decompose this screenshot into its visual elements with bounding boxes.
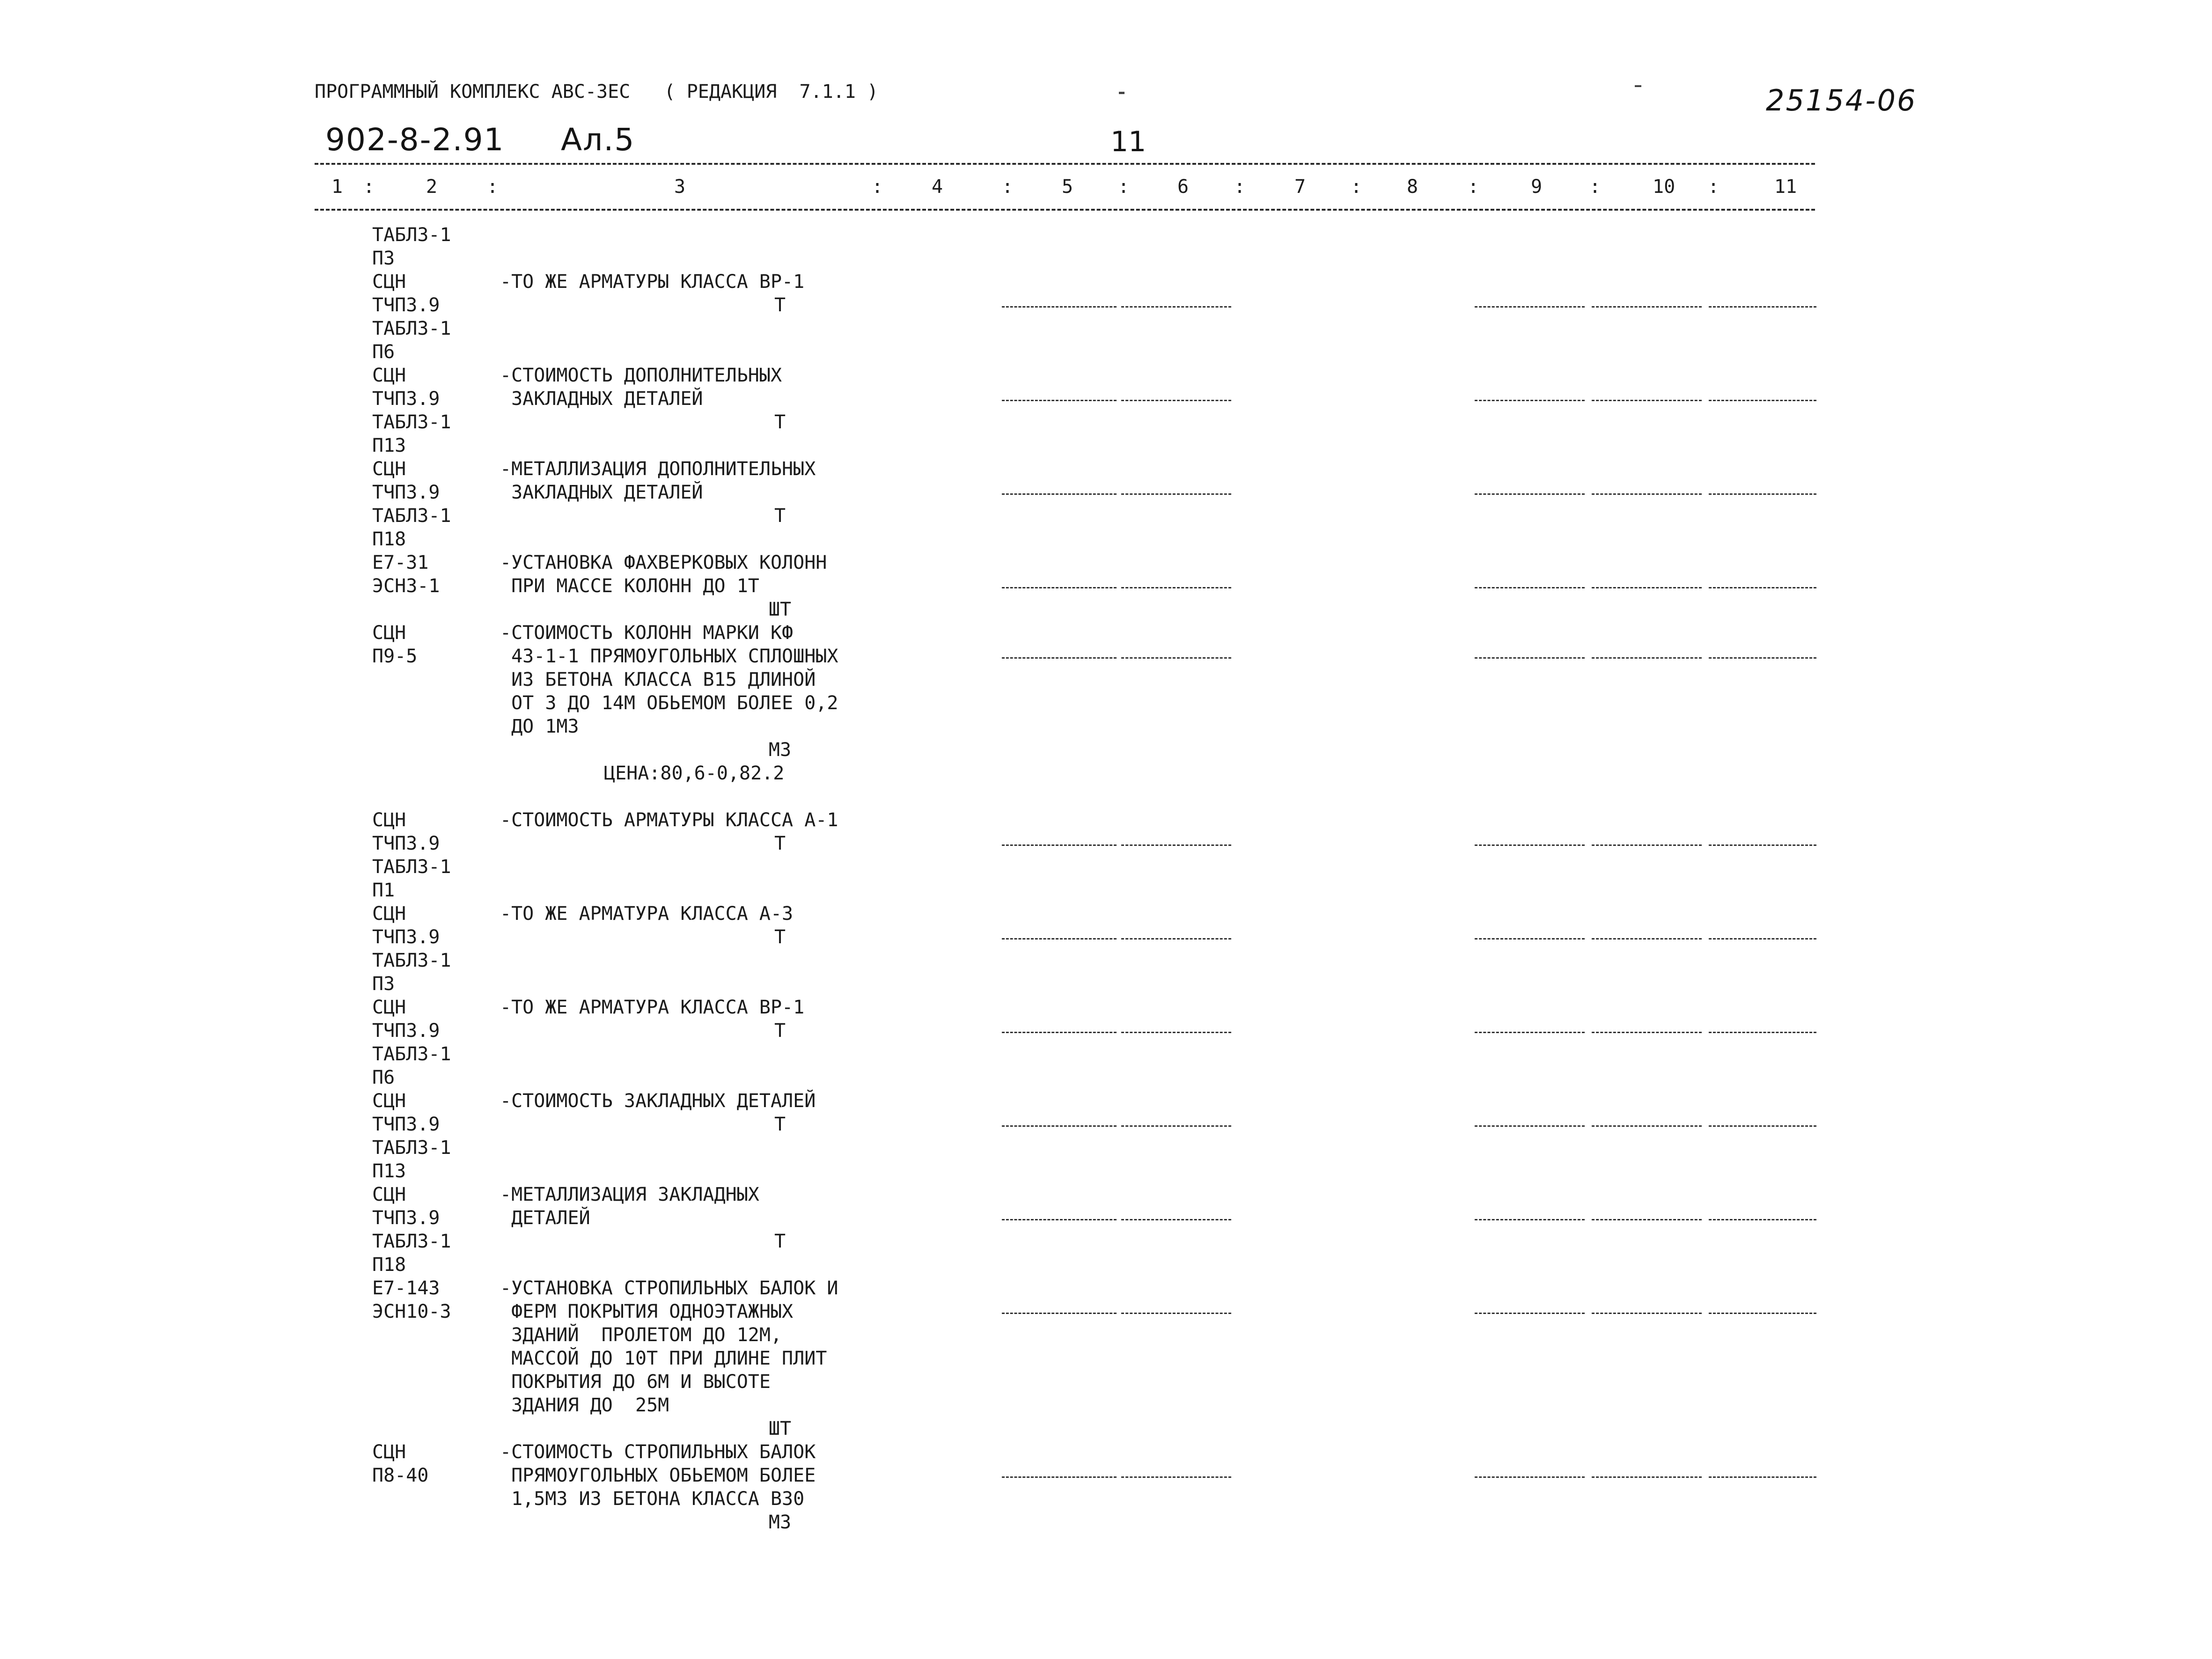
column-separator: : — [1589, 176, 1601, 198]
row-code: ТЧП3.9 — [372, 926, 440, 948]
value-separator — [1592, 1219, 1702, 1220]
row-unit: Т — [774, 411, 786, 433]
program-title: ПРОГРАММНЫЙ КОМПЛЕКС АВС-3ЕС ( РЕДАКЦИЯ 7.1.1 ) — [315, 81, 879, 103]
row-description: ЗДАНИЯ ДО 25М — [500, 1395, 669, 1416]
row-unit: Т — [774, 1114, 786, 1135]
row-description: ДО 1М3 — [500, 716, 579, 737]
value-separator — [1592, 1476, 1702, 1478]
row-code: ТАБЛ3-1 — [372, 318, 451, 339]
column-header-7: 7 — [1294, 176, 1306, 198]
row-code: ТЧП3.9 — [372, 1207, 440, 1229]
row-unit: Т — [774, 505, 786, 527]
row-code: П1 — [372, 880, 395, 901]
value-separator — [1121, 1219, 1231, 1220]
value-separator — [1709, 1313, 1816, 1314]
row-code: П18 — [372, 529, 406, 550]
value-separator — [1475, 657, 1585, 659]
value-separator — [1121, 1125, 1231, 1127]
row-code: СЦН — [372, 903, 406, 925]
row-code: ТЧП3.9 — [372, 482, 440, 503]
value-separator — [1592, 306, 1702, 308]
column-separator: : — [487, 176, 499, 198]
column-separator: : — [1468, 176, 1479, 198]
row-code: ТАБЛ3-1 — [372, 505, 451, 527]
value-separator — [1002, 1219, 1117, 1220]
scan-speck — [1635, 85, 1641, 87]
row-code: П3 — [372, 248, 395, 269]
row-code: СЦН — [372, 1184, 406, 1205]
album-number: Ал.5 — [561, 122, 635, 158]
value-separator — [1121, 844, 1231, 846]
row-description: -СТОИМОСТЬ АРМАТУРЫ КЛАССА А-1 — [500, 809, 838, 831]
value-separator — [1592, 844, 1702, 846]
value-separator — [1475, 844, 1585, 846]
row-description: -ТО ЖЕ АРМАТУРЫ КЛАССА ВР-1 — [500, 271, 805, 293]
value-separator — [1002, 587, 1117, 588]
column-header-9: 9 — [1531, 176, 1543, 198]
value-separator — [1002, 1476, 1117, 1478]
value-separator — [1709, 657, 1816, 659]
row-unit: Т — [774, 833, 786, 854]
value-separator — [1002, 493, 1117, 495]
row-code: ТАБЛ3-1 — [372, 950, 451, 971]
scan-speck — [1119, 92, 1124, 94]
value-separator — [1592, 657, 1702, 659]
page-number: 11 — [1110, 125, 1146, 158]
header-rule-bottom — [315, 209, 1815, 211]
column-header-8: 8 — [1407, 176, 1418, 198]
value-separator — [1002, 938, 1117, 940]
row-code: СЦН — [372, 997, 406, 1018]
value-separator — [1592, 587, 1702, 588]
row-code: ТЧП3.9 — [372, 294, 440, 316]
row-code: СЦН — [372, 458, 406, 480]
row-code: СЦН — [372, 365, 406, 386]
row-code: П6 — [372, 341, 395, 363]
column-separator: : — [1002, 176, 1014, 198]
archive-stamp: 25154-06 — [1766, 83, 1917, 117]
value-separator — [1592, 938, 1702, 940]
row-code: П8-40 — [372, 1465, 429, 1486]
value-separator — [1592, 1125, 1702, 1127]
row-code: П18 — [372, 1254, 406, 1276]
row-code: П13 — [372, 435, 406, 456]
row-description: ЗАКЛАДНЫХ ДЕТАЛЕЙ — [500, 482, 703, 503]
row-description: -ТО ЖЕ АРМАТУРА КЛАССА ВР-1 — [500, 997, 805, 1018]
row-code: ТАБЛ3-1 — [372, 224, 451, 246]
row-description: -МЕТАЛЛИЗАЦИЯ ЗАКЛАДНЫХ — [500, 1184, 759, 1205]
row-code: СЦН — [372, 271, 406, 293]
value-separator — [1709, 587, 1816, 588]
row-unit: Т — [774, 1231, 786, 1252]
value-separator — [1475, 1313, 1585, 1314]
value-separator — [1475, 587, 1585, 588]
row-code: ТАБЛ3-1 — [372, 1137, 451, 1159]
row-code: ТЧП3.9 — [372, 1020, 440, 1042]
row-code: СЦН — [372, 1090, 406, 1112]
row-description: ИЗ БЕТОНА КЛАССА В15 ДЛИНОЙ — [500, 669, 816, 690]
row-unit: ШТ — [768, 1418, 792, 1439]
row-description: -СТОИМОСТЬ КОЛОНН МАРКИ КФ — [500, 622, 794, 644]
row-description: ЗДАНИЙ ПРОЛЕТОМ ДО 12М, — [500, 1324, 782, 1346]
value-separator — [1475, 306, 1585, 308]
value-separator — [1475, 400, 1585, 401]
column-separator: : — [363, 176, 375, 198]
value-separator — [1121, 938, 1231, 940]
row-code: ТЧП3.9 — [372, 1114, 440, 1135]
row-unit: М3 — [768, 739, 792, 761]
column-separator: : — [1351, 176, 1362, 198]
row-code: П13 — [372, 1160, 406, 1182]
row-unit: Т — [774, 926, 786, 948]
value-separator — [1709, 493, 1816, 495]
value-separator — [1592, 1032, 1702, 1033]
column-separator: : — [1234, 176, 1246, 198]
value-separator — [1592, 1313, 1702, 1314]
value-separator — [1475, 938, 1585, 940]
value-separator — [1475, 1219, 1585, 1220]
row-unit: Т — [774, 294, 786, 316]
value-separator — [1002, 400, 1117, 401]
row-description: МАССОЙ ДО 10Т ПРИ ДЛИНЕ ПЛИТ — [500, 1348, 827, 1369]
value-separator — [1002, 1032, 1117, 1033]
row-code: СЦН — [372, 1441, 406, 1463]
row-description: ДЕТАЛЕЙ — [500, 1207, 590, 1229]
row-description: -УСТАНОВКА ФАХВЕРКОВЫХ КОЛОНН — [500, 552, 827, 573]
column-header-10: 10 — [1653, 176, 1676, 198]
row-code: ЭСН3-1 — [372, 575, 440, 597]
row-code: ТАБЛ3-1 — [372, 1231, 451, 1252]
row-description: -МЕТАЛЛИЗАЦИЯ ДОПОЛНИТЕЛЬНЫХ — [500, 458, 816, 480]
value-separator — [1709, 1032, 1816, 1033]
value-separator — [1709, 306, 1816, 308]
value-separator — [1475, 1125, 1585, 1127]
value-separator — [1475, 493, 1585, 495]
value-separator — [1121, 657, 1231, 659]
row-description: ПРЯМОУГОЛЬНЫХ ОБЬЕМОМ БОЛЕЕ — [500, 1465, 816, 1486]
row-code: ЭСН10-3 — [372, 1301, 451, 1322]
value-separator — [1002, 1125, 1117, 1127]
row-code: П3 — [372, 973, 395, 995]
row-code: Е7-31 — [372, 552, 429, 573]
value-separator — [1121, 1032, 1231, 1033]
column-header-11: 11 — [1774, 176, 1797, 198]
row-code: П6 — [372, 1067, 395, 1088]
row-code: СЦН — [372, 809, 406, 831]
value-separator — [1121, 1476, 1231, 1478]
row-code: ТАБЛ3-1 — [372, 1043, 451, 1065]
column-header-5: 5 — [1062, 176, 1073, 198]
value-separator — [1121, 400, 1231, 401]
value-separator — [1121, 493, 1231, 495]
column-header-2: 2 — [426, 176, 438, 198]
value-separator — [1002, 844, 1117, 846]
value-separator — [1002, 1313, 1117, 1314]
row-code: П9-5 — [372, 646, 418, 667]
value-separator — [1121, 1313, 1231, 1314]
row-description: ЗАКЛАДНЫХ ДЕТАЛЕЙ — [500, 388, 703, 410]
value-separator — [1709, 938, 1816, 940]
value-separator — [1002, 657, 1117, 659]
value-separator — [1121, 306, 1231, 308]
value-separator — [1709, 844, 1816, 846]
column-header-6: 6 — [1177, 176, 1189, 198]
value-separator — [1709, 1219, 1816, 1220]
row-description: 1,5М3 ИЗ БЕТОНА КЛАССА В30 — [500, 1488, 805, 1510]
row-unit: М3 — [768, 1512, 792, 1533]
row-code: СЦН — [372, 622, 406, 644]
row-description: ФЕРМ ПОКРЫТИЯ ОДНОЭТАЖНЫХ — [500, 1301, 794, 1322]
row-description: -УСТАНОВКА СТРОПИЛЬНЫХ БАЛОК И — [500, 1277, 838, 1299]
value-separator — [1592, 400, 1702, 401]
row-description: -ТО ЖЕ АРМАТУРА КЛАССА А-3 — [500, 903, 794, 925]
header-rule-top — [315, 163, 1815, 165]
row-description: ПРИ МАССЕ КОЛОНН ДО 1Т — [500, 575, 759, 597]
value-separator — [1121, 587, 1231, 588]
value-separator — [1709, 1476, 1816, 1478]
row-price-note: ЦЕНА:80,6-0,82.2 — [604, 763, 785, 784]
row-description: -СТОИМОСТЬ ЗАКЛАДНЫХ ДЕТАЛЕЙ — [500, 1090, 816, 1112]
row-description: -СТОИМОСТЬ СТРОПИЛЬНЫХ БАЛОК — [500, 1441, 816, 1463]
column-header-1: 1 — [331, 176, 343, 198]
row-description: ОТ 3 ДО 14М ОБЬЕМОМ БОЛЕЕ 0,2 — [500, 692, 838, 714]
value-separator — [1592, 493, 1702, 495]
value-separator — [1709, 1125, 1816, 1127]
row-code: ТАБЛ3-1 — [372, 411, 451, 433]
row-code: ТЧП3.9 — [372, 388, 440, 410]
value-separator — [1709, 400, 1816, 401]
row-unit: Т — [774, 1020, 786, 1042]
value-separator — [1002, 306, 1117, 308]
column-separator: : — [1118, 176, 1130, 198]
row-code: ТАБЛ3-1 — [372, 856, 451, 878]
row-code: Е7-143 — [372, 1277, 440, 1299]
column-separator: : — [872, 176, 883, 198]
row-description: 43-1-1 ПРЯМОУГОЛЬНЫХ СПЛОШНЫХ — [500, 646, 838, 667]
row-description: ПОКРЫТИЯ ДО 6М И ВЫСОТЕ — [500, 1371, 771, 1393]
row-unit: ШТ — [768, 599, 792, 620]
column-header-3: 3 — [674, 176, 686, 198]
row-code: ТЧП3.9 — [372, 833, 440, 854]
column-header-4: 4 — [932, 176, 943, 198]
column-separator: : — [1708, 176, 1720, 198]
value-separator — [1475, 1032, 1585, 1033]
document-code: 902-8-2.91 — [325, 122, 505, 158]
row-description: -СТОИМОСТЬ ДОПОЛНИТЕЛЬНЫХ — [500, 365, 782, 386]
value-separator — [1475, 1476, 1585, 1478]
